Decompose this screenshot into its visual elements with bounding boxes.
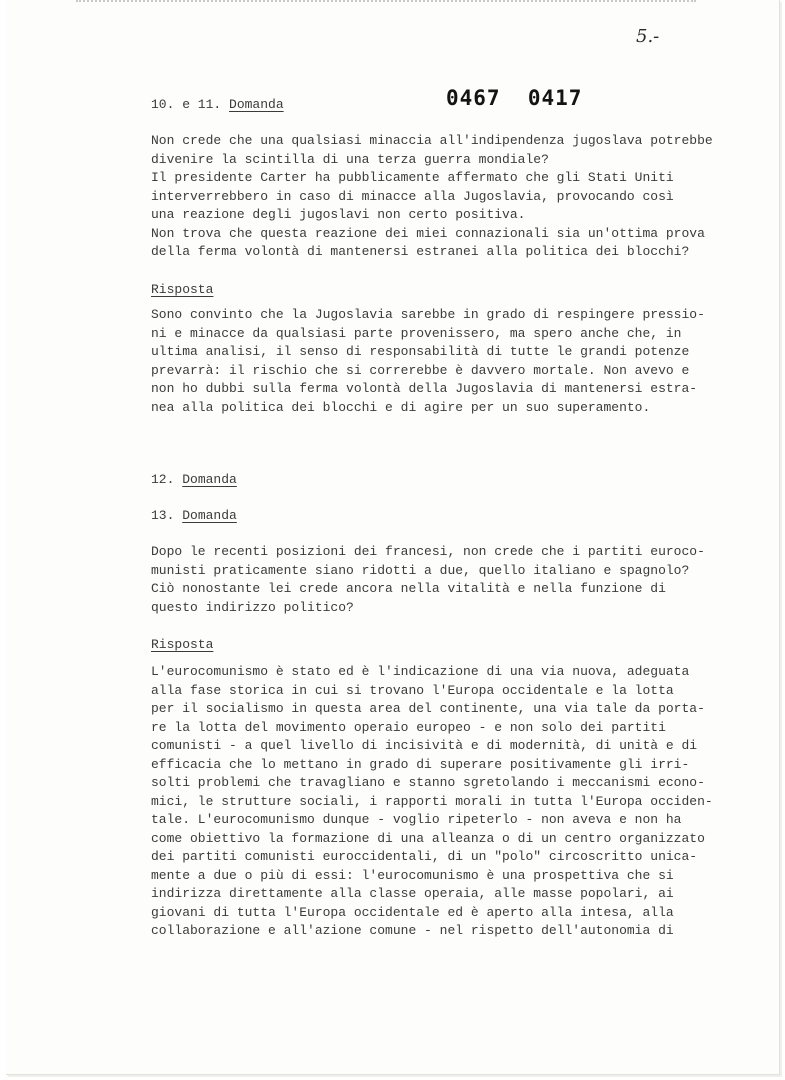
text-line: efficacia che lo mettano in grado di superare positivamente gli irri- (151, 756, 690, 772)
heading-question-13 (151, 507, 237, 525)
document-stamp-code: 0467 0417 (446, 86, 583, 110)
text-line: ultima analisi, il senso di responsabilità di tutte le grandi potenze (151, 344, 690, 359)
text-line: Il presidente Carter ha pubblicamente affermato che gli Stati Uniti (151, 170, 674, 185)
heading-question-12 (151, 471, 237, 489)
text-line: interverrebbero in caso di minacce alla Jugoslavia, provocando così (151, 188, 674, 204)
question-13-text (151, 543, 711, 617)
text-line: per il socialismo in questa area del continente, una via tale da porta- (151, 701, 705, 716)
text-line: questo indirizzo politico? (151, 599, 354, 615)
question-label: Domanda (182, 472, 237, 487)
question-label: Domanda (229, 97, 284, 112)
question-number: 13. (151, 508, 175, 523)
answer-13-text (151, 663, 711, 941)
text-line: tale. L'eurocomunismo dunque - voglio ripeterlo - non aveva e non ha (151, 812, 682, 827)
text-line: mente a due o più di essi: l'eurocomunismo è una prospettiva che si (151, 867, 674, 883)
text-line: una reazione degli jugoslavi non certo positiva. (151, 207, 526, 222)
answer-10-label: Risposta (151, 282, 214, 297)
text-line: Non trova che questa reazione dei miei connazionali sia un'ottima prova (151, 225, 705, 241)
text-line: della ferma volontà di mantenersi estranei alla politica dei blocchi? (151, 244, 690, 259)
text-line: L'eurocomunismo è stato ed è l'indicazione di una via nuova, adeguata (151, 664, 690, 679)
question-number: 10. e 11. (151, 97, 222, 112)
answer-13-label: Risposta (151, 637, 214, 652)
text-line: re la lotta del movimento operaio europeo - e non solo dei partiti (151, 719, 666, 735)
heading-question-10-11 (151, 96, 284, 114)
question-label: Domanda (182, 508, 237, 523)
answer-10-text (151, 306, 711, 417)
text-line: ni e minacce da qualsiasi parte provenissero, ma spero anche che, in (151, 325, 682, 341)
text-line: Dopo le recenti posizioni dei francesi, non crede che i partiti euroco- (151, 544, 705, 559)
text-line: non ho dubbi sulla ferma volontà della Jugoslavia di mantenersi estra- (151, 381, 698, 396)
text-line: munisti praticamente siano ridotti a due, quello italiano e spagnolo? (151, 562, 690, 578)
page-number-handwritten: 5.- (636, 26, 660, 47)
text-line: Non crede che una qualsiasi minaccia all'indipendenza jugoslava potrebbe (151, 133, 713, 148)
text-line: Sono convinto che la Jugoslavia sarebbe in grado di respingere pressio- (151, 307, 705, 322)
page-top-edge (76, 0, 696, 5)
question-number: 12. (151, 472, 175, 487)
text-line: collaborazione e all'azione comune - nel rispetto dell'autonomia di (151, 923, 674, 938)
text-line: Ciò nonostante lei crede ancora nella vitalità e nella funzione di (151, 581, 666, 596)
text-line: prevarrà: il rischio che si correrebbe è davvero mortale. Non avevo e (151, 362, 690, 378)
document-page (6, 0, 780, 1075)
text-line: comunisti - a quel livello di incisività e di modernità, di unità e di (151, 738, 698, 753)
text-line: nea alla politica dei blocchi e di agire per un suo superamento. (151, 399, 651, 415)
text-line: indirizza direttamente alla classe operaia, alle masse popolari, ai (151, 886, 674, 901)
text-line: mici, le strutture sociali, i rapporti morali in tutta l'Europa occiden- (151, 793, 713, 809)
text-line: solti problemi che travagliano e stanno sgretolando i meccanismi econo- (151, 775, 705, 790)
text-line: giovani di tutta l'Europa occidentale ed è aperto alla intesa, alla (151, 904, 674, 920)
text-line: alla fase storica in cui si trovano l'Europa occidentale e la lotta (151, 682, 674, 698)
text-line: divenire la scintilla di una terza guerra mondiale? (151, 151, 549, 167)
text-line: come obiettivo la formazione di una alleanza o di un centro organizzato (151, 830, 705, 846)
question-10-text (151, 132, 711, 262)
text-line: dei partiti comunisti euroccidentali, di un "polo" circoscritto unica- (151, 849, 698, 864)
